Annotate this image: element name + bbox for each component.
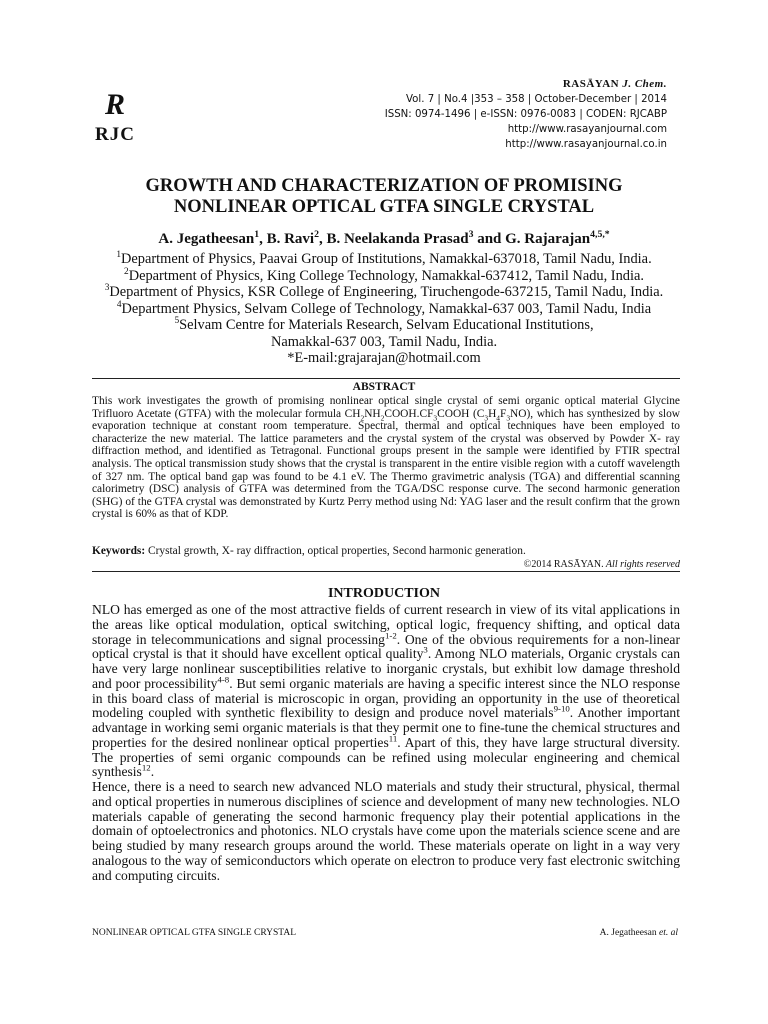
author-sup: 3 [468,229,474,240]
copyright-line: ©2014 RASĀYAN. All rights reserved [523,559,680,570]
author-list: A. Jegatheesan$^1$, B. Ravi$^2$, B. Neelakanda Prasad$^3$ and G. Rajarajan$^{4,5,*}$ [158,229,610,247]
title-line-2: NONLINEAR OPTICAL GTFA SINGLE CRYSTAL [173,197,595,217]
affiliations [0,251,768,367]
journal-url-2[interactable]: http://www.rasayanjournal.co.in [505,139,667,150]
logo-abbrev: RJC [95,124,135,145]
logo-mark: R [104,88,125,121]
introduction-body [92,603,680,883]
author-sup: 4,5,* [590,229,610,240]
keywords-text: Crystal growth, X- ray diffraction, optical properties, Second harmonic generation. [145,545,526,557]
footer-running-title: NONLINEAR OPTICAL GTFA SINGLE CRYSTAL [92,928,297,938]
affiliation-line: $^3$Department of Physics, KSR College of Engineering, Tiruchengode-637215, Tamil Nadu, India. [104,283,664,300]
abstract-top-rule [92,378,680,379]
footer-author: A. Jegatheesan et. al [599,928,678,938]
abstract-heading: ABSTRACT [352,381,416,393]
affiliation-line: $^2$Department of Physics, King College Technology, Namakkal-637412, Tamil Nadu, India. [124,266,644,284]
affiliation-line: $^5$Selvam Centre for Materials Research, Selvam Educational Institutions, [174,316,594,333]
email-line: *E-mail:grajarajan@hotmail.com [287,350,481,366]
author-name: A. Jegatheesan [158,231,255,247]
title-line-1: GROWTH AND CHARACTERIZATION OF PROMISING [145,176,623,196]
author-name: B. Neelakanda Prasad [326,231,469,247]
keywords-label: Keywords: [92,545,146,557]
affiliation-line: $^4$Department Physics, Selvam College of Technology, Namakkal-637 003, Tamil Nadu, India [116,299,652,317]
intro-paragraph-1: NLO has emerged as one of the most attractive fields of current research in view of its vital applications in the areas like optical modulation, optical switching, optical logic, frequency shifting, and optical data storage in telecommunications and signal processing$^{1-2}$. One of the obvious requirements for a non-linear optical crystal is that it should have excellent optical quality$^3$. Among NLO materials, Organic crystals can have very large nonlinear susceptibilities relative to inorganic crystals, but exhibit low damage threshold and poor processibility$^{4-8}$. But semi organic materials are having a specific interest since the NLO response in this board class of material is microscopic in organ, providing an opportunity in the use of theoretical modeling coupled with synthetic flexibility to design and produce novel materials$^{9-10}$. Another important advantage in working semi organic materials is that they permit one to fine-tune the chemical structures and properties for the desired nonlinear optical properties$^{11}$. Apart of this, they have large structural diversity. The properties of semi organic compounds can be refined using molecular engineering and chemical synthesis$^{12}$. [92,602,680,780]
journal-name: RASĀYAN [562,78,620,90]
paper-title [0,176,768,218]
journal-url-1[interactable]: http://www.rasayanjournal.com [507,124,667,135]
author-name: B. Ravi [266,231,315,247]
author-sup: 1 [254,229,260,240]
author-sup: 2 [314,229,319,240]
affiliation-line: $^1$Department of Physics, Paavai Group of Institutions, Namakkal-637018, Tamil Nadu, India. [116,250,652,267]
introduction-heading: INTRODUCTION [327,586,440,601]
affiliation-line: Namakkal-637 003, Tamil Nadu, India. [270,333,498,350]
intro-paragraph-2: Hence, there is a need to search new advanced NLO materials and study their structural, physical, thermal and optical properties in numerous disciplines of science and development of many new technologies. NLO materials capable of generating the second harmonic frequency play their potential applications in the domain of optoelectronics and photonics. NLO crystals have come upon the materials science scene and are being studied by many research groups around the world. These materials operate on light in a way very analogous to the way of semiconductors which operate on electron to produce very fast electronic switching and computing circuits. [92,779,680,883]
abstract-bottom-rule [92,571,680,572]
abstract-text: This work investigates the growth of promising nonlinear optical single crystal of semi organic optical material Glycine Trifluoro Acetate (GTFA) with the molecular formula $CH_2NH_2COOH.CF_3COOH$ $(C_3H_4F_3NO)$, which has synthesized by slow evaporation technique at constant room temperature. Spectral, thermal and optical techniques have been employed to characterize the new material. The lattice parameters and the crystal system of the crystal was observed by Powder X- ray diffraction method, and identified as Tetragonal. Functional groups present in the sample were identified by FTIR spectral analysis. The optical transmission study shows that the crystal is transparent in the entire visible region with a cutoff wavelength of 327 nm. The optical band gap was found to be 4.1 eV. The Thermo gravimetric analysis (TGA) and differential scanning calorimetry (DSC) analysis of GTFA was determined from the TGA/DSC response curve. The second harmonic generation (SHG) of the GTFA crystal was demonstrated by Kurtz Perry method using Nd: YAG laser and the result confirm that the grown crystal is 60% as that of KDP. [92,395,681,521]
volume-line: Vol. 7 | No.4 |353 – 358 | October-December | 2014 [406,94,667,105]
journal-logo [90,90,140,146]
keywords-line [92,545,680,557]
journal-name-suffix: J. Chem. [622,78,667,90]
issn-line: ISSN: 0974-1496 | e-ISSN: 0976-0083 | CODEN: RJCABP [384,109,667,120]
journal-header [385,77,667,152]
author-name: G. Rajarajan [505,231,591,247]
